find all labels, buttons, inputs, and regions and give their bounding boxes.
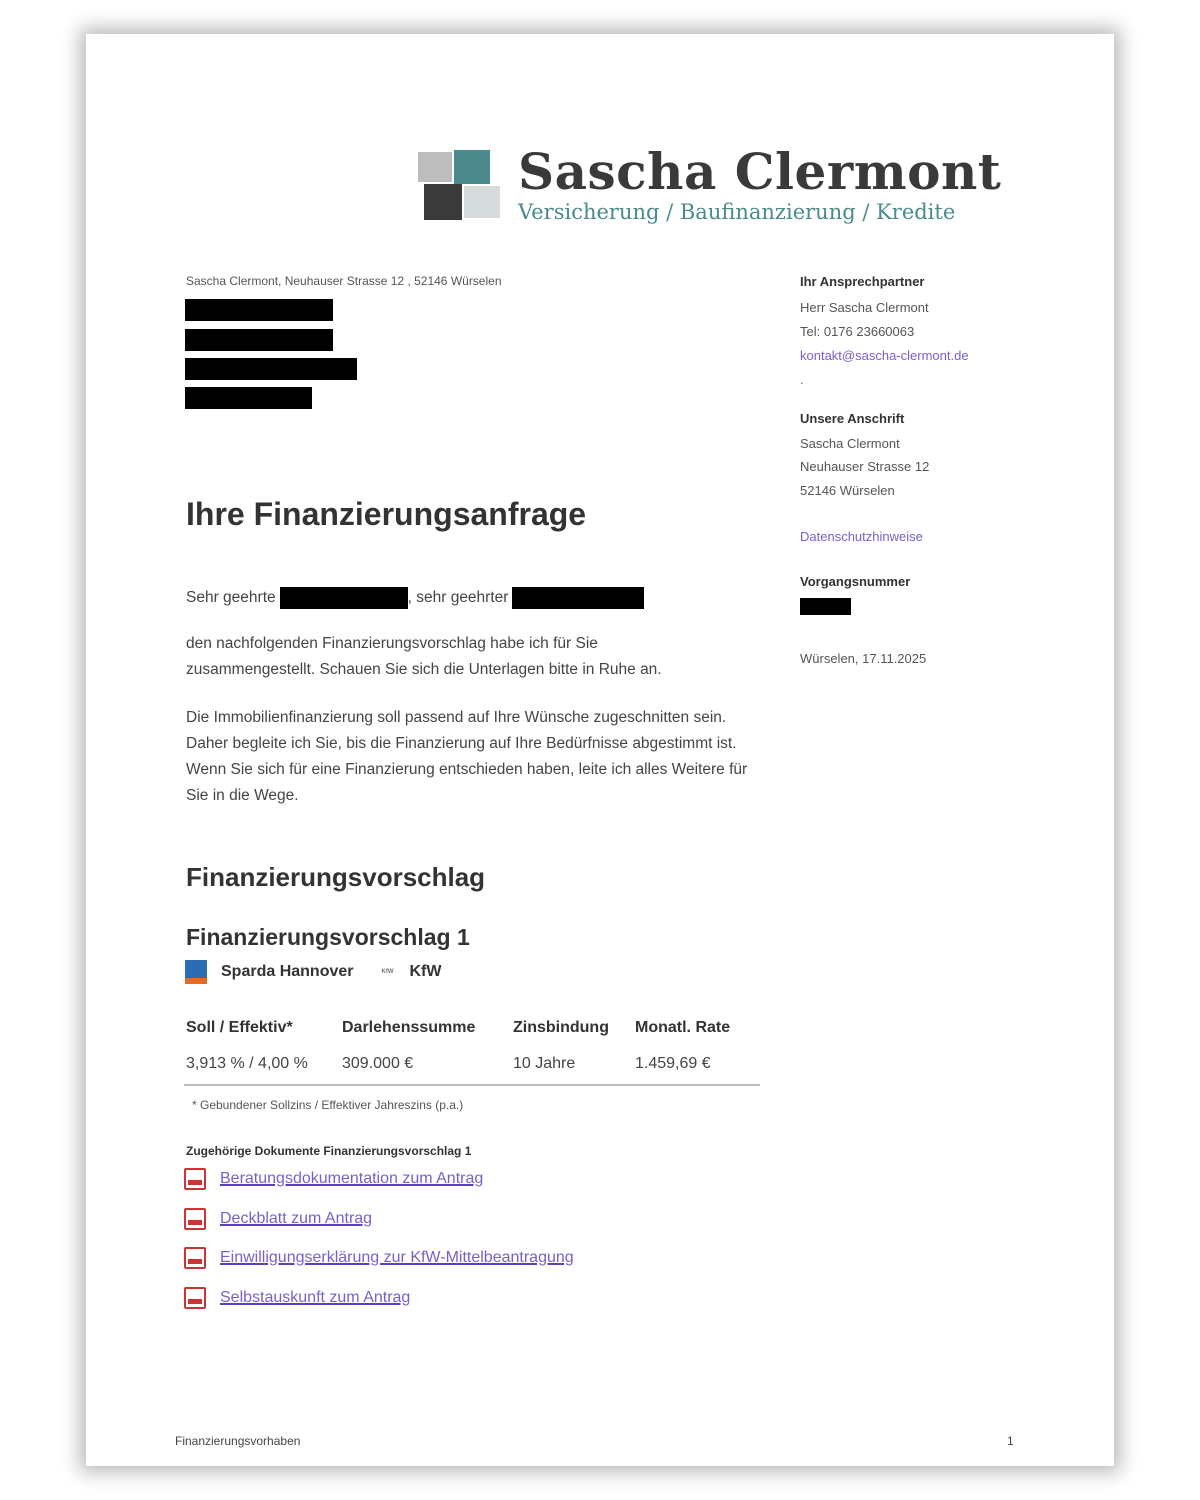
address-line: 52146 Würselen <box>800 483 895 498</box>
address-line: Neuhauser Strasse 12 <box>800 459 930 474</box>
kfw-logo-icon: KfW <box>381 969 394 975</box>
column-header: Darlehenssumme <box>342 1019 476 1036</box>
redacted-name <box>280 587 408 609</box>
divider <box>184 1084 760 1086</box>
salutation-part2: , sehr geehrter <box>407 589 509 606</box>
document-link-item[interactable] <box>184 1208 372 1230</box>
redacted-name <box>512 587 644 609</box>
bank-name: KfW <box>409 963 442 980</box>
pdf-icon <box>184 1247 206 1269</box>
pdf-icon <box>184 1168 206 1190</box>
puzzle-logo-icon <box>416 148 506 224</box>
table-cell: 309.000 € <box>342 1055 414 1072</box>
document-link-item[interactable] <box>184 1168 483 1190</box>
footnote: * Gebundener Sollzins / Effektiver Jahreszins (p.a.) <box>192 1098 464 1112</box>
contact-heading: Ihr Ansprechpartner <box>800 274 925 289</box>
salutation <box>186 585 766 611</box>
column-header: Zinsbindung <box>513 1019 609 1036</box>
document-link[interactable]: Beratungsdokumentation zum Antrag <box>220 1170 484 1187</box>
table-row <box>186 1046 760 1082</box>
proposal-title: Finanzierungsvorschlag 1 <box>186 924 470 950</box>
table-cell: 3,913 % / 4,00 % <box>186 1055 308 1072</box>
documents-heading: Zugehörige Dokumente Finanzierungsvorschlag 1 <box>186 1144 472 1158</box>
logo-subtitle: Versicherung / Baufinanzierung / Kredite <box>518 200 956 224</box>
document-link[interactable]: Einwilligungserklärung zur KfW-Mittelbeantragung <box>220 1249 574 1266</box>
contact-email-link[interactable]: kontakt@sascha-clermont.de <box>800 348 969 363</box>
section-title: Finanzierungsvorschlag <box>186 862 486 892</box>
footer-title: Finanzierungsvorhaben <box>175 1434 301 1448</box>
case-number-heading: Vorgangsnummer <box>800 574 911 589</box>
address-heading: Unsere Anschrift <box>800 411 905 426</box>
contact-phone: Tel: 0176 23660063 <box>800 324 915 339</box>
bank-name: Sparda Hannover <box>221 963 354 980</box>
redacted-address-line <box>185 387 312 409</box>
page-number: 1 <box>1007 1434 1014 1448</box>
redacted-address-line <box>185 329 333 351</box>
letter-date: Würselen, 17.11.2025 <box>800 651 927 666</box>
privacy-link[interactable]: Datenschutzhinweise <box>800 529 923 544</box>
table-cell: 1.459,69 € <box>635 1055 711 1072</box>
table-header-row <box>186 1010 760 1046</box>
redacted-case-number <box>800 598 851 615</box>
pdf-icon <box>184 1208 206 1230</box>
link-dot: . <box>800 372 804 387</box>
sender-line: Sascha Clermont, Neuhauser Strasse 12 , 52146 Würselen <box>186 274 502 288</box>
document-link[interactable]: Selbstauskunft zum Antrag <box>220 1289 411 1306</box>
pdf-icon <box>184 1287 206 1309</box>
column-header: Soll / Effektiv* <box>186 1019 293 1036</box>
logo-title: Sascha Clermont <box>518 142 1002 201</box>
document-link[interactable]: Deckblatt zum Antrag <box>220 1210 373 1227</box>
contact-name: Herr Sascha Clermont <box>800 300 929 315</box>
redacted-address-line <box>185 358 357 380</box>
table-cell: 10 Jahre <box>513 1055 576 1072</box>
address-line: Sascha Clermont <box>800 436 900 451</box>
document-link-item[interactable] <box>184 1247 574 1269</box>
salutation-part1: Sehr geehrte <box>186 589 276 606</box>
redacted-address-line <box>185 299 333 321</box>
column-header: Monatl. Rate <box>635 1019 731 1036</box>
bank-list <box>185 960 441 984</box>
document-page <box>86 34 1114 1466</box>
page-title: Ihre Finanzierungsanfrage <box>186 496 587 532</box>
intro-paragraph: den nachfolgenden Finanzierungsvorschlag habe ich für Sie zusammengestellt. Schauen Sie sich die Unterlagen bitte in Ruhe an. <box>186 635 662 678</box>
proposal-table <box>186 1010 760 1082</box>
document-link-item[interactable] <box>184 1287 410 1309</box>
body-paragraph: Die Immobilienfinanzierung soll passend auf Ihre Wünsche zugeschnitten sein. Daher begleite ich Sie, bis die Finanzierung auf Ihre Bedürfnisse abgestimmt ist. Wenn Sie sich für eine Finanzierung entschieden haben, leite ich alles Weitere für Sie in die Wege. <box>186 709 748 804</box>
sparda-logo-icon <box>185 960 207 984</box>
